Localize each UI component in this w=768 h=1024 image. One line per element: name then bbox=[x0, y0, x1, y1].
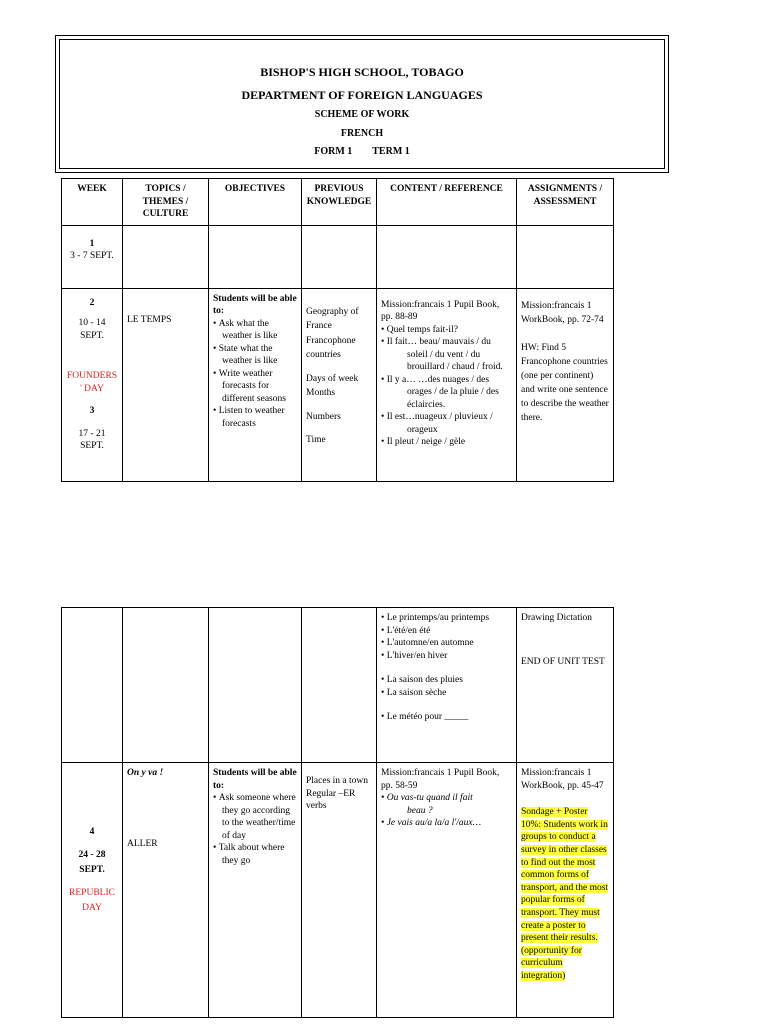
header-box bbox=[55, 35, 669, 173]
week-cell bbox=[62, 763, 123, 1018]
holiday-label: REPUBLIC DAY bbox=[69, 888, 115, 913]
knowledge-item: Places in a town Regular –ER verbs bbox=[306, 776, 369, 811]
knowledge-item: Time bbox=[306, 435, 326, 445]
col-week: WEEK bbox=[62, 179, 123, 226]
content-cell bbox=[377, 763, 517, 1018]
list-item: • La saison sèche bbox=[381, 687, 512, 700]
week-dates: 24 - 28 SEPT. bbox=[78, 850, 106, 875]
content-list bbox=[381, 436, 512, 449]
week-number: 1 bbox=[89, 238, 95, 249]
content-list bbox=[381, 817, 512, 830]
knowledge-cell bbox=[302, 763, 377, 1018]
content-cell bbox=[377, 608, 517, 763]
content-cell bbox=[377, 288, 517, 481]
homework-text: HW: Find 5 Francophone countries (one per continent) and write one sentence to describe the weather there. bbox=[521, 342, 609, 423]
list-item: • Write weather forecasts for different seasons bbox=[213, 368, 297, 406]
topic-name: ALLER bbox=[127, 838, 158, 849]
school-name: BISHOP'S HIGH SCHOOL, TOBAGO bbox=[260, 65, 464, 79]
content-list bbox=[381, 612, 512, 662]
topic-name: LE TEMPS bbox=[127, 314, 172, 325]
project-highlight: Sondage + Poster 10%: Students work in groups to conduct a survey in other classes to find out the most common forms of transport, and the most popular forms of transport. They must create a poster to present their results. (opportunity for curriculum integration) bbox=[521, 807, 609, 981]
list-item: • Il pleut / neige / gèle bbox=[381, 436, 512, 449]
content-reference: Mission:francais 1 Pupil Book, pp. 58-59 bbox=[381, 768, 500, 791]
assignment-cell bbox=[517, 763, 614, 1018]
list-item: • Il est…nuageux / pluvieux / bbox=[381, 411, 512, 424]
list-item: • La saison des pluies bbox=[381, 674, 512, 687]
list-item: • Ask what the weather is like bbox=[213, 318, 297, 343]
knowledge-item: Geography of France bbox=[306, 306, 359, 331]
week-number: 3 bbox=[89, 406, 95, 416]
content-list bbox=[381, 792, 512, 805]
content-list bbox=[381, 324, 512, 349]
table-row bbox=[62, 763, 614, 1018]
content-list bbox=[381, 411, 512, 424]
objectives-list bbox=[213, 792, 297, 867]
content-continuation: orages / de la pluie / des éclaircies. bbox=[407, 387, 499, 410]
assessment-item: END OF UNIT TEST bbox=[521, 656, 605, 667]
assignment-cell bbox=[517, 608, 614, 763]
subject-title: FRENCH bbox=[340, 128, 384, 139]
content-continuation: orageux bbox=[407, 424, 438, 435]
col-topics: TOPICS / THEMES / CULTURE bbox=[123, 179, 209, 226]
content-continuation: soleil / du vent / du brouillard / chaud / froid. bbox=[407, 349, 503, 372]
knowledge-item: Francophone countries bbox=[306, 335, 356, 360]
col-content: CONTENT / REFERENCE bbox=[377, 179, 517, 226]
list-item: • Il y a… …des nuages / des bbox=[381, 374, 512, 387]
table-row bbox=[62, 225, 614, 288]
scheme-table-2 bbox=[61, 607, 614, 1018]
topic-cell bbox=[123, 288, 209, 481]
term-label: TERM 1 bbox=[372, 146, 410, 157]
list-item: • Il fait… beau/ mauvais / du bbox=[381, 336, 512, 349]
objectives-cell bbox=[209, 763, 302, 1018]
topic-cell bbox=[123, 763, 209, 1018]
scheme-table-1 bbox=[61, 178, 614, 482]
week-cell bbox=[62, 225, 123, 288]
list-item: • Ask someone where they go according to the weather/time of day bbox=[213, 792, 297, 842]
col-objectives: OBJECTIVES bbox=[209, 179, 302, 226]
list-item: • L'été/en été bbox=[381, 625, 512, 638]
list-item: • Le météo pour _____ bbox=[381, 711, 512, 724]
form-label: FORM 1 bbox=[314, 146, 353, 157]
content-list bbox=[381, 674, 512, 699]
knowledge-item: Months bbox=[306, 388, 336, 398]
list-item: • L'automne/en automne bbox=[381, 637, 512, 650]
objectives-cell bbox=[209, 288, 302, 481]
objectives-heading: Students will be able to: bbox=[213, 293, 297, 316]
week-cell bbox=[62, 288, 123, 481]
week-dates: 3 - 7 SEPT. bbox=[70, 251, 114, 261]
table-row bbox=[62, 288, 614, 481]
list-item: • L'hiver/en hiver bbox=[381, 650, 512, 663]
list-item: • Talk about where they go bbox=[213, 842, 297, 867]
week-dates: 10 - 14 SEPT. bbox=[78, 318, 106, 341]
form-term bbox=[60, 146, 664, 157]
knowledge-cell bbox=[302, 288, 377, 481]
content-list bbox=[381, 374, 512, 387]
table-row bbox=[62, 608, 614, 763]
col-assignments: ASSIGNMENTS / ASSESSMENT bbox=[517, 179, 614, 226]
scheme-title: SCHEME OF WORK bbox=[314, 109, 410, 120]
assessment-item: Drawing Dictation bbox=[521, 613, 592, 623]
week-dates: 17 - 21 SEPT. bbox=[78, 428, 106, 451]
holiday-label: FOUNDERS ' DAY bbox=[66, 371, 118, 394]
workbook-reference: Mission:francais 1 WorkBook, pp. 72-74 bbox=[521, 300, 604, 325]
week-number: 4 bbox=[89, 827, 95, 837]
content-continuation: beau ? bbox=[407, 805, 433, 816]
week-number: 2 bbox=[89, 297, 95, 308]
assignment-cell bbox=[517, 288, 614, 481]
header-inner bbox=[59, 39, 665, 169]
list-item: • State what the weather is like bbox=[213, 343, 297, 368]
department-name: DEPARTMENT OF FOREIGN LANGUAGES bbox=[241, 88, 483, 102]
knowledge-item: Numbers bbox=[306, 411, 341, 422]
col-knowledge: PREVIOUS KNOWLEDGE bbox=[302, 179, 377, 226]
list-item: • Ou vas-tu quand il fait bbox=[381, 792, 512, 805]
list-item: • Le printemps/au printemps bbox=[381, 612, 512, 625]
content-reference: Mission:francais 1 Pupil Book, pp. 88-89 bbox=[381, 299, 500, 322]
workbook-reference: Mission:francais 1 WorkBook, pp. 45-47 bbox=[521, 768, 604, 791]
objectives-heading: Students will be able to: bbox=[213, 768, 297, 791]
list-item: • Je vais au/a la/a l'/aux… bbox=[381, 817, 512, 830]
topic-title: On y va ! bbox=[127, 768, 164, 778]
table-header-row bbox=[62, 179, 614, 226]
list-item: • Quel temps fait-il? bbox=[381, 324, 512, 337]
content-list bbox=[381, 711, 512, 724]
objectives-list bbox=[213, 318, 297, 431]
list-item: • Listen to weather forecasts bbox=[213, 405, 297, 430]
knowledge-item: Days of week bbox=[306, 373, 359, 384]
